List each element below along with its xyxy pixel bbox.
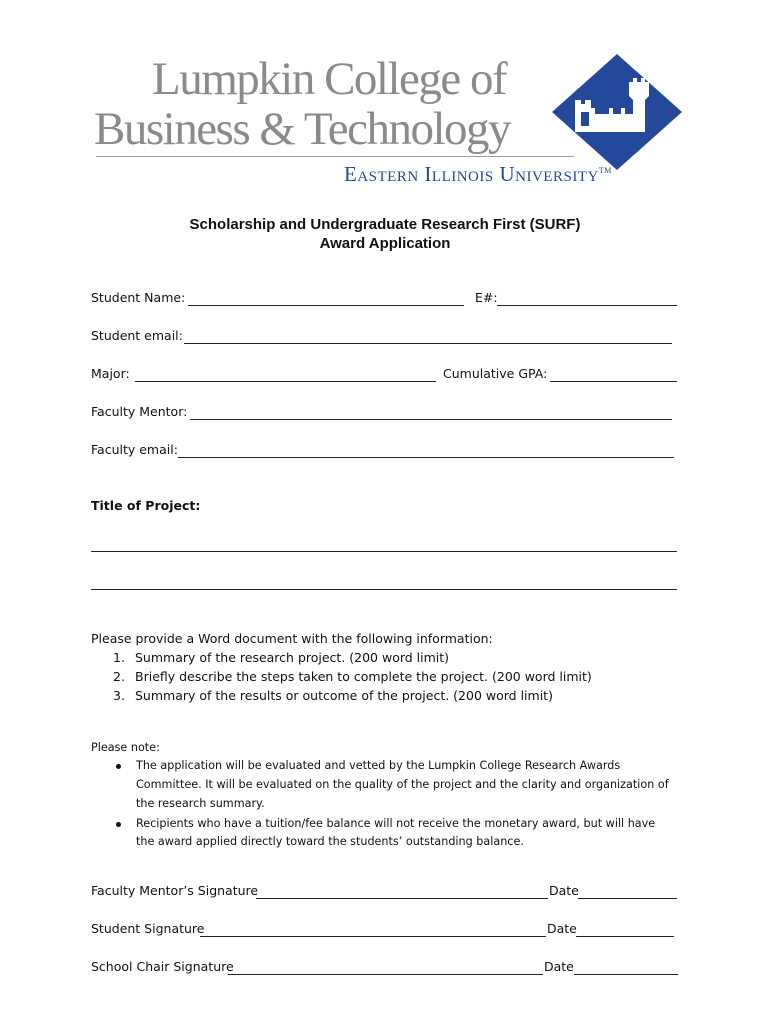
castle-diamond-icon [547, 52, 687, 172]
instruction-item: Briefly describe the steps taken to complete the project. (200 word limit) [135, 669, 592, 684]
chair-date-field[interactable] [574, 974, 678, 975]
logo-line-2: Business & Technology [94, 103, 511, 155]
chair-signature-label: School Chair Signature [91, 959, 234, 974]
student-signature-field[interactable] [200, 936, 546, 937]
major-field[interactable] [135, 381, 436, 382]
gpa-field[interactable] [550, 381, 677, 382]
note-line: Committee. It will be evaluated on the quality of the project and the clarity and organization of [136, 778, 669, 791]
faculty-email-label: Faculty email: [91, 442, 178, 457]
trademark-mark: TM [598, 166, 612, 175]
project-title-line-1[interactable] [91, 551, 677, 552]
project-title-line-2[interactable] [91, 589, 677, 590]
logo-divider [96, 156, 574, 157]
instruction-item: Summary of the research project. (200 word limit) [135, 650, 450, 665]
university-name-text: Eastern Illinois University [344, 162, 599, 186]
gpa-label: Cumulative GPA: [443, 366, 548, 381]
faculty-date-label: Date [549, 883, 579, 898]
student-name-field[interactable] [188, 305, 464, 306]
bullet-icon [116, 764, 121, 769]
student-email-field[interactable] [184, 343, 672, 344]
item-number: 2. [113, 669, 125, 684]
college-logo [92, 52, 682, 192]
form-subtitle: Award Application [319, 235, 451, 252]
faculty-signature-field[interactable] [256, 898, 548, 899]
faculty-mentor-field[interactable] [190, 419, 672, 420]
student-email-label: Student email: [91, 328, 183, 343]
item-number: 1. [113, 650, 125, 665]
e-number-field[interactable] [497, 305, 677, 306]
faculty-signature-label: Faculty Mentor’s Signature [91, 883, 259, 898]
note-line: Recipients who have a tuition/fee balance will not receive the monetary award, but will have [136, 817, 656, 830]
chair-signature-field[interactable] [228, 974, 543, 975]
student-date-label: Date [547, 921, 577, 936]
major-label: Major: [91, 366, 130, 381]
faculty-date-field[interactable] [578, 898, 677, 899]
chair-date-label: Date [544, 959, 574, 974]
form-title: Scholarship and Undergraduate Research First (SURF) [189, 216, 581, 233]
student-signature-label: Student Signature [91, 921, 205, 936]
note-line: the award applied directly toward the students’ outstanding balance. [136, 835, 524, 848]
e-number-label: E#: [475, 290, 498, 305]
item-number: 3. [113, 688, 125, 703]
faculty-email-field[interactable] [178, 457, 674, 458]
note-line: the research summary. [136, 797, 265, 810]
faculty-mentor-label: Faculty Mentor: [91, 404, 188, 419]
project-title-label: Title of Project: [91, 498, 201, 513]
student-date-field[interactable] [576, 936, 674, 937]
instructions-intro: Please provide a Word document with the following information: [91, 631, 493, 646]
student-name-label: Student Name: [91, 290, 186, 305]
logo-line-1: Lumpkin College of [152, 53, 507, 105]
note-heading: Please note: [91, 741, 160, 754]
instruction-item: Summary of the results or outcome of the project. (200 word limit) [135, 688, 553, 703]
bullet-icon [116, 822, 121, 827]
note-line: The application will be evaluated and vetted by the Lumpkin College Research Awards [136, 759, 621, 772]
